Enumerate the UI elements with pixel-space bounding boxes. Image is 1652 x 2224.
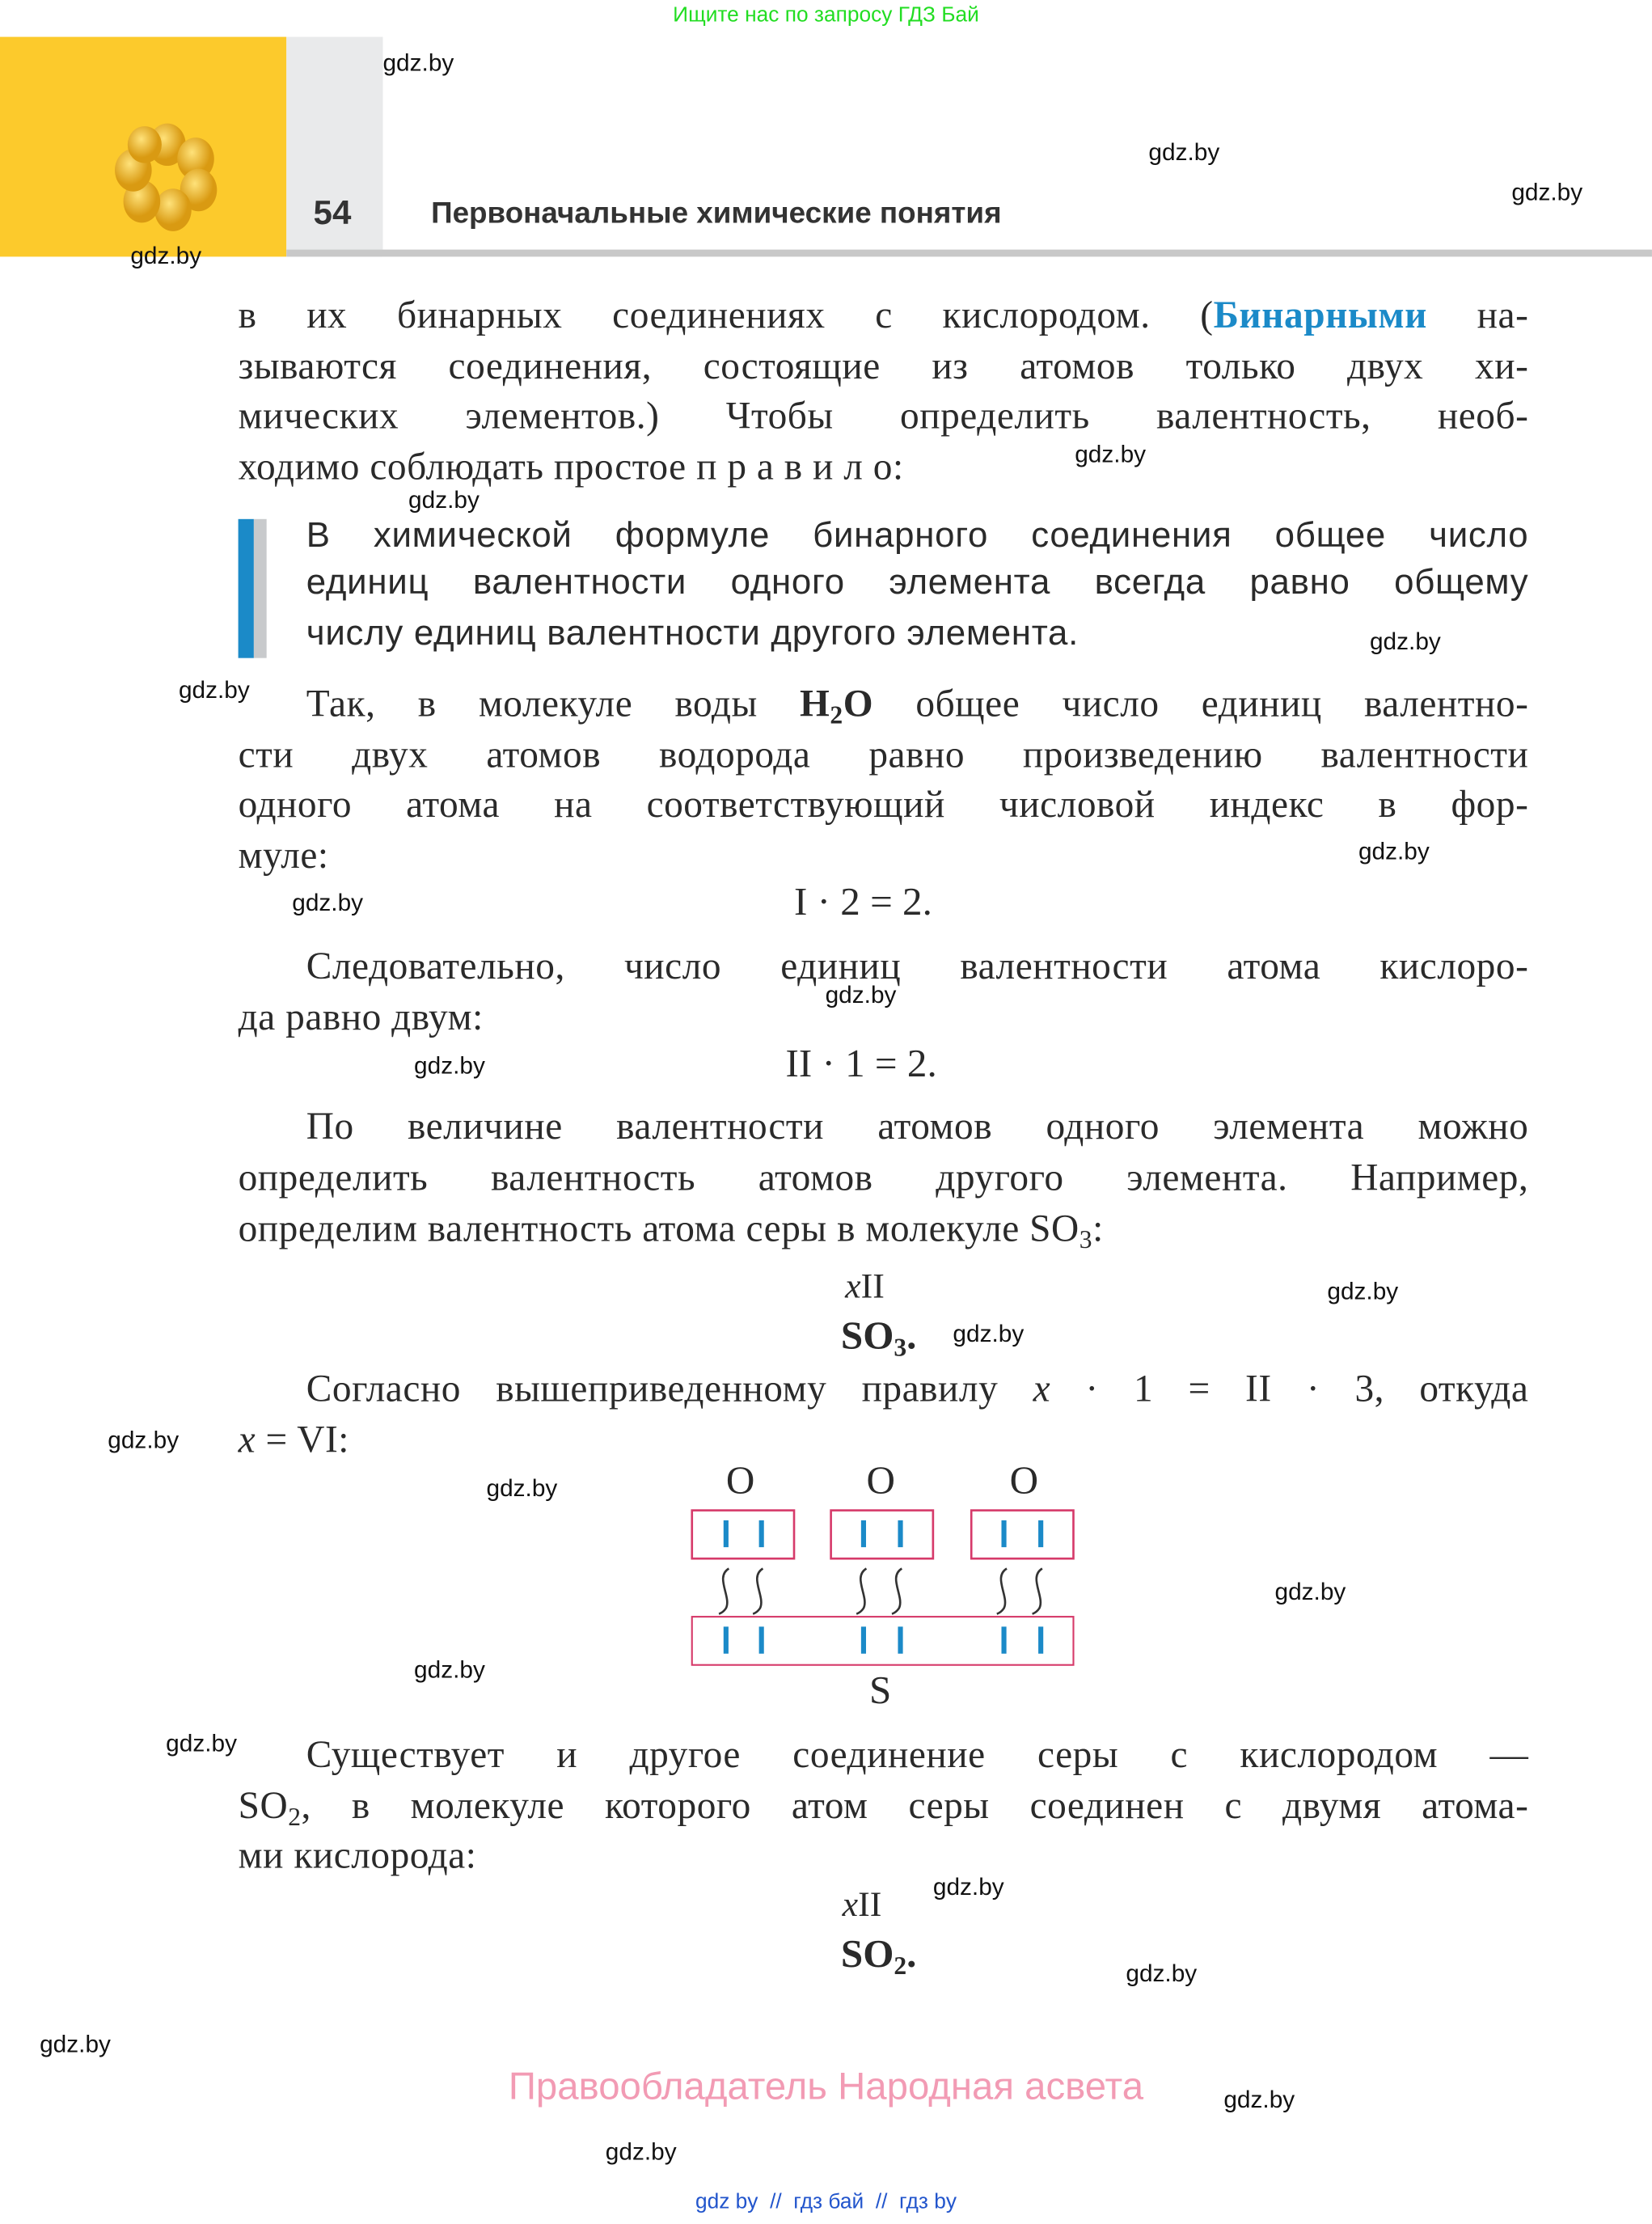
watermark-text: gdz.by bbox=[825, 981, 897, 1008]
text-line bbox=[239, 441, 1529, 492]
formula-so2: $SO_2$. bbox=[840, 1933, 917, 1981]
rule-marker-blue bbox=[239, 519, 254, 658]
watermark-text: gdz.by bbox=[1126, 1960, 1198, 1987]
footer-links[interactable]: gdz by // гдз бай // гдз by bbox=[695, 2189, 957, 2214]
watermark-text: gdz.by bbox=[1511, 178, 1583, 206]
rule-line: числу единиц валентности другого элемента. bbox=[306, 613, 1079, 653]
watermark-text: gdz.by bbox=[932, 1873, 1004, 1901]
text: общее число единиц валентно- bbox=[873, 682, 1529, 725]
text: : bbox=[893, 445, 904, 488]
page-number: 54 bbox=[313, 194, 352, 233]
text: в их бинарных соединениях с кислородом. ( bbox=[238, 293, 1214, 336]
text-line: ми кислорода: bbox=[238, 1833, 477, 1877]
text-line: Существует и другое соединение серы с кислородом — bbox=[306, 1732, 1529, 1776]
rule-marker-gray bbox=[254, 519, 267, 658]
text-line: Согласно вышеприведенному правилу x · 1 = II · 3, откуда bbox=[306, 1367, 1529, 1410]
watermark-text: gdz.by bbox=[178, 676, 250, 704]
text-line: сти двух атомов водорода равно произведению валентности bbox=[238, 733, 1529, 776]
watermark-text: gdz.by bbox=[1148, 138, 1220, 167]
watermark-text: gdz.by bbox=[1358, 838, 1430, 865]
molecule-logo-icon bbox=[111, 122, 224, 233]
spaced-word: п р а в и л о bbox=[696, 445, 894, 488]
header-rule bbox=[286, 250, 1652, 257]
text-line: да равно двум: bbox=[238, 996, 484, 1038]
text-line bbox=[239, 290, 1529, 340]
top-banner[interactable]: Ищите нас по запросу ГДЗ Бай bbox=[673, 2, 979, 27]
watermark-text: gdz.by bbox=[1327, 1277, 1399, 1305]
rule-line: В химической формуле бинарного соединения общее число bbox=[306, 515, 1529, 556]
watermark-text: gdz.by bbox=[408, 486, 480, 514]
watermark-text: gdz.by bbox=[953, 1320, 1025, 1347]
text-line: Следовательно, число единиц валентности атома кислоро- bbox=[306, 944, 1529, 987]
text-line: $SO_2$, в молекуле которого атом серы соединен с двумя атома- bbox=[238, 1784, 1529, 1831]
chapter-title: Первоначальные химические понятия bbox=[431, 197, 1002, 230]
text-line: определим валентность атома серы в молекуле $SO_3$: bbox=[238, 1207, 1104, 1254]
oxygen-label: O bbox=[866, 1459, 895, 1503]
equation-2: II · 1 = 2. bbox=[785, 1042, 937, 1087]
watermark-text: gdz.by bbox=[1075, 441, 1147, 468]
watermark-text: gdz.by bbox=[40, 2031, 111, 2058]
term-binary: Бинарными bbox=[1213, 293, 1427, 336]
bond-diagram bbox=[681, 1503, 1092, 1673]
formula-water: $H_2O$ bbox=[800, 682, 874, 729]
watermark-text: gdz.by bbox=[1223, 2086, 1295, 2113]
watermark-text: gdz.by bbox=[1369, 628, 1441, 656]
text-line: определить валентность атомов другого элемента. Например, bbox=[238, 1156, 1529, 1199]
oxygen-label: O bbox=[725, 1459, 755, 1503]
text-line: муле: bbox=[238, 834, 329, 877]
valence-label: xII bbox=[842, 1886, 882, 1925]
text-line: По величине валентности атомов одного элемента можно bbox=[306, 1105, 1529, 1148]
copyright-notice: Правообладатель Народная асвета bbox=[508, 2065, 1144, 2108]
watermark-text: gdz.by bbox=[130, 242, 202, 270]
text: на- bbox=[1426, 293, 1529, 336]
watermark-text: gdz.by bbox=[382, 49, 454, 77]
equation-1: I · 2 = 2. bbox=[794, 880, 932, 925]
watermark-text: gdz.by bbox=[605, 2138, 677, 2166]
text-line: одного атома на соответствующий числовой индекс в фор- bbox=[238, 782, 1529, 826]
text-line bbox=[306, 678, 1529, 729]
text-line: зываются соединения, состоящие из атомов только двух хи- bbox=[238, 345, 1529, 387]
text: ходимо соблюдать простое bbox=[238, 445, 697, 488]
formula-so3: $SO_3$. bbox=[840, 1314, 917, 1362]
watermark-text: gdz.by bbox=[292, 889, 364, 916]
watermark-text: gdz.by bbox=[108, 1427, 180, 1454]
watermark-text: gdz.by bbox=[414, 1052, 485, 1080]
watermark-text: gdz.by bbox=[414, 1656, 485, 1684]
oxygen-label: O bbox=[1009, 1459, 1039, 1503]
watermark-text: gdz.by bbox=[166, 1730, 238, 1757]
watermark-text: gdz.by bbox=[486, 1474, 558, 1503]
text-line: мических элементов.) Чтобы определить валентность, необ- bbox=[238, 394, 1529, 438]
valence-label: xII bbox=[845, 1267, 885, 1307]
text-line: x = VI: bbox=[238, 1418, 349, 1461]
text: Так, в молекуле воды bbox=[306, 682, 801, 725]
sulfur-label: S bbox=[868, 1668, 892, 1714]
rule-line: единиц валентности одного элемента всегда равно общему bbox=[306, 562, 1529, 603]
watermark-text: gdz.by bbox=[1274, 1578, 1346, 1606]
